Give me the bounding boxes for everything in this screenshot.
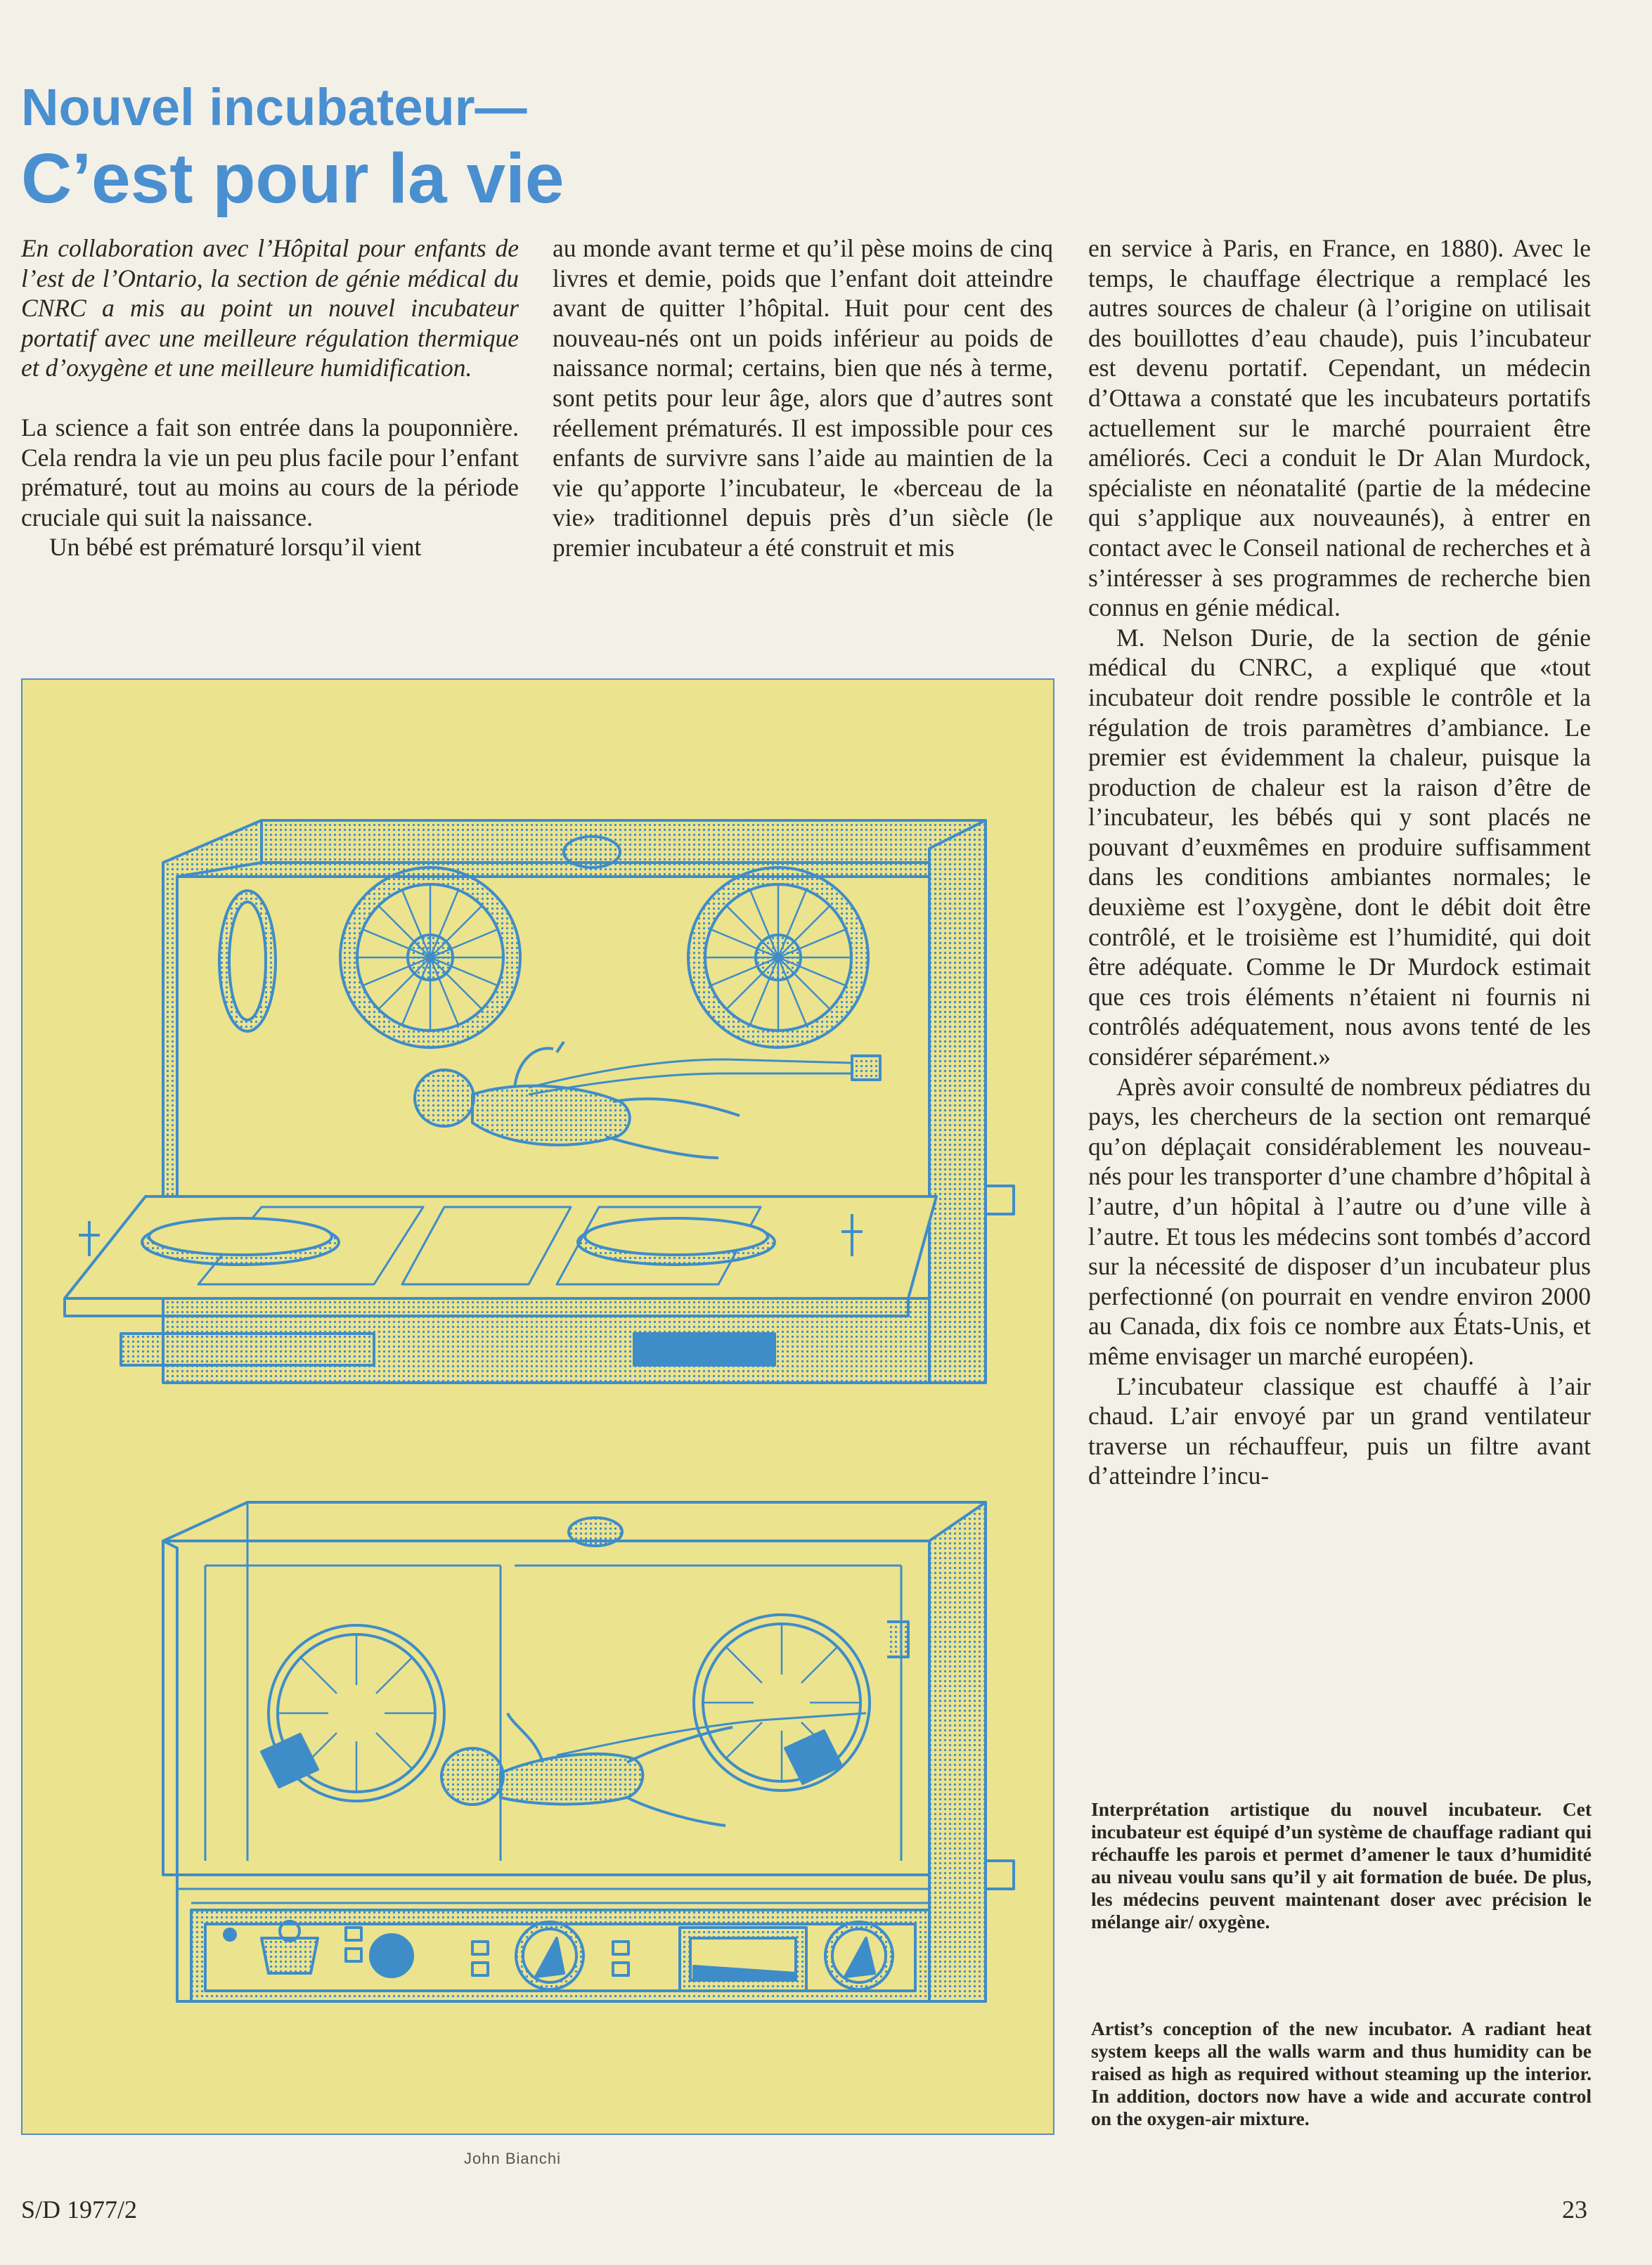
caption-french: Interprétation artistique du nouvel incubateur. Cet incubateur est équipé d’un système de chauffage radiant qui réchauffe les parois et permet d’amener le taux d’humidité au niveau voulu sans qu’il y ait formation de buée. De plus, les médecins peuvent maintenant doser avec précision le mélange air/ oxygène. [1091, 1798, 1592, 1932]
body-paragraph-3: M. Nelson Durie, de la section de génie médical du CNRC, a expliqué que «tout incubateur doit rendre possible le contrôle et la régulation de trois paramètres d’ambiance. Le premier est évidemment la chaleur, puisque la production de chaleur est la raison d’être de l’incubateur, les bébés qui y sont placés ne pouvant d’euxmêmes en produire suffisamment dans les conditions ambiantes normales; le deuxième est l’oxygène, dont le débit doit être contrôlé, et le troisième est l’humidité, qui doit être adéquate. Comme le Dr Murdock estimait que ces trois éléments n’étaient ni fournis ni contrôlés adéquatement, nous avons tenté de les considérer séparément.» [1088, 623, 1591, 1071]
title-line-1: Nouvel incubateur— [21, 78, 527, 136]
illustration-credit: John Bianchi [464, 2150, 561, 2167]
body-paragraph-4: Après avoir consulté de nombreux pédiatres du pays, les chercheurs de la section ont remarqué qu’on déplaçait considérablement les nouveau-nés pour les transporter d’une chambre d’hôpital à l’autre, d’un hôpital à l’autre ou d’une ville à l’autre. Et tous les médecins sont tombés d’accord sur la nécessité de disposer d’un incubateur plus perfectionné (on pourrait en vendre environ 2000 au Canada, dix fois ce nombre aux États-Unis, et même envisager un marché européen). [1088, 1072, 1591, 1370]
caption-english: Artist’s conception of the new incubator. A radiant heat system keeps all the walls warm and thus humidity can be raised as high as required without steaming up the interior. In addition, doctors now have a wide and accurate control on the oxygen-air mixture. [1091, 2018, 1592, 2129]
intro-paragraph: En collaboration avec l’Hôpital pour enfants de l’est de l’Ontario, la section de génie médical du CNRC a mis au point un nouvel incubateur portatif avec une meilleure régulation thermique et d’oxygène et une meilleure humidification. [21, 234, 519, 382]
incubator-open-view [65, 820, 1014, 1383]
column-3 [1088, 233, 1591, 1491]
page-number: 23 [1562, 2195, 1587, 2224]
column-1 [21, 233, 519, 562]
incubator-closed-view [163, 1502, 1014, 2001]
body-paragraph-2-middle: au monde avant terme et qu’il pèse moins de cinq livres et demie, poids que l’enfant doit atteindre avant de quitter l’hôpital. Huit pour cent des nouveau-nés ont un poids inférieur au poids de naissance normal; certains, bien que nés à terme, sont petits pour leur âge, alors que d’autres sont réellement prématurés. Il est impossible pour ces enfants de survivre sans l’aide au maintien de la vie qu’apporte l’incubateur, le «berceau de la vie» traditionnel depuis près d’un siècle (le premier incubateur a été construit et mis [553, 234, 1053, 562]
body-paragraph-2-end: en service à Paris, en France, en 1880). Avec le temps, le chauffage électrique a remplacé les autres sources de chaleur (à l’origine on utilisait des bouillottes d’eau chaude), puis l’incubateur est devenu portatif. Cependant, un médecin d’Ottawa a constaté que les incubateurs portatifs actuellement sur le marché pourraient être améliorés. Ceci a conduit le Dr Alan Murdock, spécialiste en néonatalité (partie de la médecine qui s’applique aux nouveaunés), à entrer en contact avec le Conseil national de recherches et à s’intéresser à ses programmes de recherche bien connus en génie médical. [1088, 234, 1591, 622]
body-paragraph-1: La science a fait son entrée dans la pouponnière. Cela rendra la vie un peu plus facile pour l’enfant prématuré, tout au moins au cours de la période cruciale qui suit la naissance. [21, 413, 519, 531]
incubator-illustration [21, 678, 1054, 2135]
title-line-2: C’est pour la vie [21, 139, 564, 218]
column-2 [553, 233, 1053, 563]
footer-folio: S/D 1977/2 [21, 2195, 138, 2224]
body-paragraph-2-start: Un bébé est prématuré lorsqu’il vient [49, 533, 422, 562]
body-paragraph-5: L’incubateur classique est chauffé à l’air chaud. L’air envoyé par un grand ventilateur traverse un réchauffeur, puis un filtre avant d’atteindre l’incu- [1088, 1372, 1591, 1490]
incubator-drawing [22, 680, 1056, 2136]
